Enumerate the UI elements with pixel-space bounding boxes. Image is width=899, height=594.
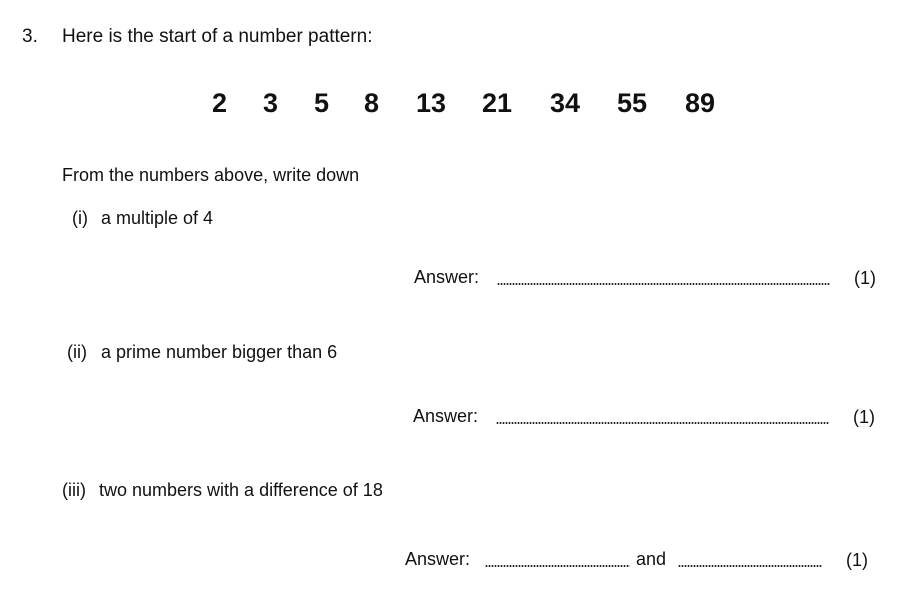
sequence-number: 34 xyxy=(550,88,581,118)
part-label: (ii) xyxy=(67,342,87,362)
answer-line[interactable] xyxy=(497,283,830,285)
answer-label: Answer: xyxy=(413,406,479,426)
part-text: two numbers with a difference of 18 xyxy=(99,480,383,500)
instructions: From the numbers above, write down xyxy=(62,165,360,185)
question-number: 3. xyxy=(22,26,38,47)
marks-label: (1) xyxy=(854,268,876,288)
part-text: a multiple of 4 xyxy=(101,208,214,228)
sequence-number: 8 xyxy=(364,88,380,118)
question-text: Here is the start of a number pattern: xyxy=(62,26,373,47)
part-label: (iii) xyxy=(62,480,86,500)
marks-label: (1) xyxy=(853,407,875,427)
sequence-number: 2 xyxy=(212,88,228,118)
number-sequence xyxy=(0,88,899,124)
sequence-number: 5 xyxy=(314,88,330,118)
answer-line-second[interactable] xyxy=(678,565,822,567)
sequence-number: 21 xyxy=(482,88,513,118)
part-label: (i) xyxy=(72,208,88,228)
answer-label: Answer: xyxy=(405,549,471,569)
answer-line[interactable] xyxy=(496,422,829,424)
sequence-number: 3 xyxy=(263,88,279,118)
marks-label: (1) xyxy=(846,550,868,570)
sequence-number: 55 xyxy=(617,88,648,118)
answer-label: Answer: xyxy=(414,267,480,287)
part-text: a prime number bigger than 6 xyxy=(101,342,338,362)
and-word: and xyxy=(636,549,667,569)
sequence-number: 13 xyxy=(416,88,447,118)
answer-line-first[interactable] xyxy=(485,565,630,567)
sequence-number: 89 xyxy=(685,88,716,118)
